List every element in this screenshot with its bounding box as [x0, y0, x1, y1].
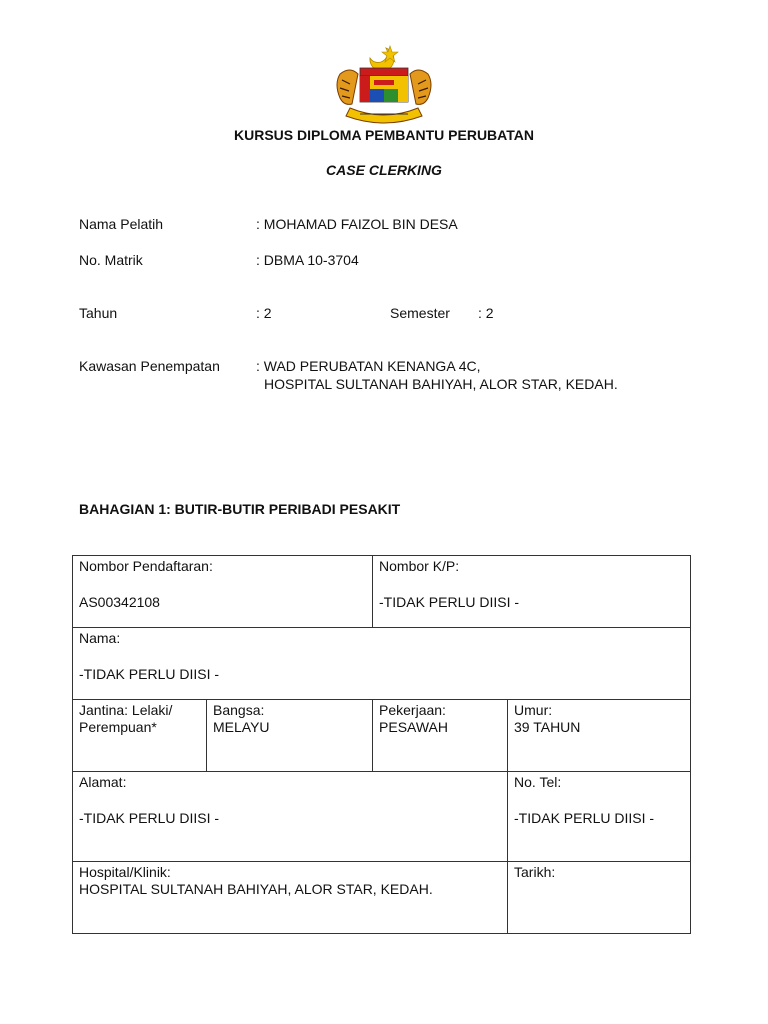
alamat-value: -TIDAK PERLU DIISI -: [79, 810, 220, 826]
bangsa-cell: [207, 700, 373, 772]
course-title: KURSUS DIPLOMA PEMBANTU PERUBATAN: [234, 127, 534, 143]
coat-of-arms-emblem: [330, 44, 438, 126]
pekerjaan-label: Pekerjaan:: [379, 702, 446, 718]
table-row: [73, 628, 691, 700]
bangsa-label: Bangsa:: [213, 702, 265, 718]
nama-pelatih-value: : MOHAMAD FAIZOL BIN DESA: [256, 216, 458, 232]
kawasan-penempatan-value-line1: : WAD PERUBATAN KENANGA 4C,: [256, 358, 481, 374]
umur-cell: [508, 700, 691, 772]
table-row: [73, 862, 691, 934]
tahun-label: Tahun: [79, 305, 118, 321]
table-row: [73, 556, 691, 628]
jantina-cell: [73, 700, 207, 772]
no-matrik-label: No. Matrik: [79, 252, 143, 268]
kawasan-penempatan-label: Kawasan Penempatan: [79, 358, 220, 374]
nombor-pendaftaran-label: Nombor Pendaftaran:: [79, 558, 213, 574]
nama-cell: [73, 628, 691, 700]
nama-value: -TIDAK PERLU DIISI -: [79, 666, 220, 682]
nama-label: Nama:: [79, 630, 121, 646]
umur-value: 39 TAHUN: [514, 719, 581, 735]
no-tel-cell: [508, 772, 691, 862]
tahun-value: : 2: [256, 305, 272, 321]
nombor-kp-cell: [373, 556, 691, 628]
nama-pelatih-label: Nama Pelatih: [79, 216, 164, 232]
hospital-klinik-label: Hospital/Klinik:: [79, 864, 171, 880]
nombor-kp-value: -TIDAK PERLU DIISI -: [379, 594, 520, 610]
section-1-title: BAHAGIAN 1: BUTIR-BUTIR PERIBADI PESAKIT: [79, 501, 401, 517]
jantina-label-line1: Jantina: Lelaki/: [79, 702, 173, 718]
table-row: [73, 700, 691, 772]
hospital-klinik-value: HOSPITAL SULTANAH BAHIYAH, ALOR STAR, KEDAH.: [79, 881, 433, 897]
kawasan-penempatan-value-line2: HOSPITAL SULTANAH BAHIYAH, ALOR STAR, KEDAH.: [264, 376, 618, 392]
pekerjaan-cell: [373, 700, 508, 772]
tarikh-cell: [508, 862, 691, 934]
table-row: [73, 772, 691, 862]
jantina-label-line2: Perempuan*: [79, 719, 157, 735]
semester-label: Semester: [390, 305, 450, 321]
alamat-label: Alamat:: [79, 774, 127, 790]
nombor-pendaftaran-cell: [73, 556, 373, 628]
nombor-pendaftaran-value: AS00342108: [79, 594, 160, 610]
pekerjaan-value: PESAWAH: [379, 719, 448, 735]
nombor-kp-label: Nombor K/P:: [379, 558, 460, 574]
umur-label: Umur:: [514, 702, 553, 718]
alamat-cell: [73, 772, 508, 862]
no-tel-value: -TIDAK PERLU DIISI -: [514, 810, 655, 826]
patient-details-table: [72, 555, 691, 934]
bangsa-value: MELAYU: [213, 719, 270, 735]
document-subtitle: CASE CLERKING: [326, 162, 442, 178]
no-tel-label: No. Tel:: [514, 774, 562, 790]
no-matrik-value: : DBMA 10-3704: [256, 252, 359, 268]
semester-value: : 2: [478, 305, 494, 321]
hospital-klinik-cell: [73, 862, 508, 934]
tarikh-label: Tarikh:: [514, 864, 556, 880]
